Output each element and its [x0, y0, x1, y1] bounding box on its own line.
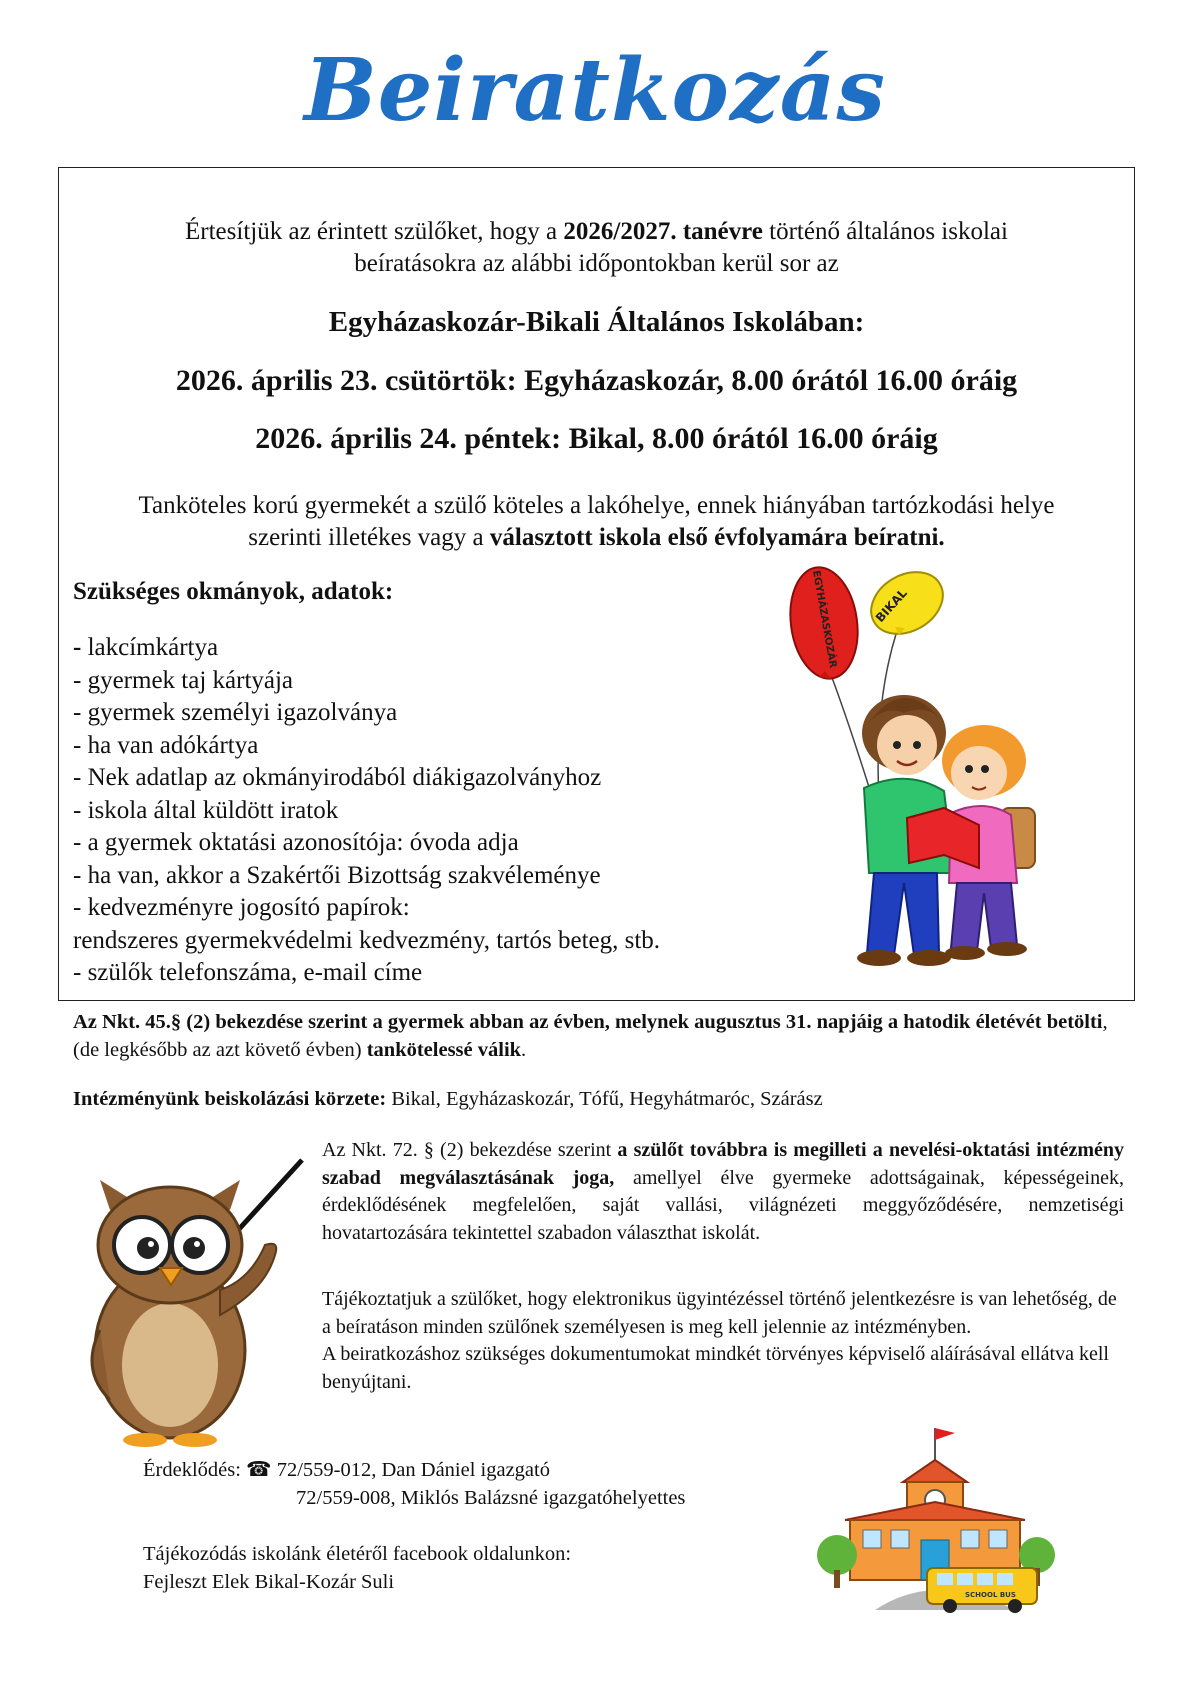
electronic-text	[322, 1286, 1124, 1396]
electronic-p2: A beiratkozáshoz szükséges dokumentumokat mindkét törvényes képviselő aláírásával ellátva kell benyújtani.	[322, 1343, 1109, 1393]
children-balloons-illustration	[779, 563, 1119, 968]
yellow-balloon	[860, 563, 954, 646]
law72-c: amellyel élve gyermeke adottságainak, képességeinek, érdeklődésének megfelelően, saját vallási, világnézeti meggyőződésére, nemzetiségi hovatartozására tekintettel szabadon választhat iskolát.	[322, 1166, 1124, 1244]
date-line-2: 2026. április 24. péntek: Bikal, 8.00 órától 16.00 óráig	[255, 422, 938, 455]
law45-d: tankötelessé válik	[366, 1039, 522, 1061]
school-year: 2026/2027. tanévre	[563, 218, 763, 245]
documents-list	[73, 632, 660, 990]
red-balloon-label: EGYHÁZASKOZÁR	[810, 569, 839, 669]
contact-line-2: 72/559-008, Miklós Balázsné igazgatóhelyettes	[296, 1487, 686, 1509]
law45-c: , (de legkésőbb az azt követő évben)	[73, 1011, 1108, 1061]
intro-line2: beíratásokra az alábbi időpontokban kerül sor az	[354, 250, 839, 277]
law45-a: Az Nkt. 45.§ (2) bekezdése szerint a gyermek abban az évben, melynek augusztus 31. napjáig a hatodik	[73, 1011, 971, 1033]
intro-text	[59, 216, 1134, 280]
district-text	[73, 1088, 823, 1111]
list-item: rendszeres gyermekvédelmi kedvezmény, tartós beteg, stb.	[73, 926, 661, 954]
school-name: Egyházaskozár-Bikali Általános Iskolában:	[328, 306, 865, 338]
date-line-1: 2026. április 23. csütörtök: Egyházaskozár, 8.00 órától 16.00 óráig	[175, 364, 1018, 397]
district-value: Bikal, Egyházaskozár, Tófű, Hegyhátmaróc, Szárász	[386, 1088, 823, 1110]
district-label: Intézményünk beiskolázási körzete:	[73, 1088, 387, 1110]
list-item: - ha van, akkor a Szakértői Bizottság szakvéleménye	[73, 861, 601, 889]
school-bus-label: SCHOOL BUS	[965, 1591, 1016, 1599]
list-item: - gyermek taj kártyája	[73, 666, 294, 694]
obligation-line2-a: szerinti illetékes vagy a	[248, 524, 490, 551]
owl-illustration	[70, 1140, 320, 1450]
list-item	[73, 632, 660, 665]
facebook-block	[143, 1540, 571, 1596]
intro-line1-a: Értesítjük az érintett szülőket, hogy a	[185, 218, 564, 245]
obligation-line2-b: választott iskola első évfolyamára beíratni.	[489, 524, 945, 551]
contact-block	[143, 1456, 685, 1512]
law72-a: Az Nkt. 72. § (2) bekezdése szerint	[322, 1139, 618, 1161]
page-title: Beiratkozás	[304, 40, 886, 141]
list-item: - szülők telefonszáma, e-mail címe	[73, 959, 423, 986]
list-item: - Nek adatlap az okmányirodából diákigazolványhoz	[73, 764, 602, 791]
electronic-p1: Tájékoztatjuk a szülőket, hogy elektronikus ügyintézéssel történő jelentkezésre is van lehetőség, de a beíratáson minden szülőnek személyesen is meg kell jelennie az intézményben.	[322, 1288, 1117, 1338]
yellow-balloon-label: BIKAL	[872, 586, 910, 626]
phone-icon: ☎	[246, 1459, 272, 1481]
law-72-text	[322, 1137, 1124, 1247]
contact-label: Érdeklődés:	[143, 1459, 241, 1481]
school-bus-illustration	[815, 1420, 1060, 1615]
list-item: - iskola által küldött iratok	[73, 796, 339, 824]
law-45-text	[73, 1008, 1133, 1064]
law72-b: a szülőt továbbra is megilleti a nevelési-oktatási intézmény szabad megválasztásának joga,	[322, 1139, 1124, 1189]
intro-line1-b: történő általános iskolai	[762, 218, 1008, 245]
contact-row-1	[143, 1456, 685, 1484]
list-item: - ha van adókártya	[73, 731, 259, 759]
info-box	[58, 167, 1135, 1001]
list-item: - a gyermek oktatási azonosítója: óvoda adja	[73, 829, 519, 856]
list-item: - gyermek személyi igazolványa	[73, 699, 398, 726]
documents-heading: Szükséges okmányok, adatok:	[73, 578, 394, 605]
law45-e: .	[521, 1039, 527, 1061]
obligation-line1: Tanköteles korú gyermekét a szülő köteles a lakóhelye, ennek hiányában tartózkodási helye	[138, 492, 1055, 519]
contact-line-1: 72/559-012, Dan Dániel igazgató	[276, 1459, 550, 1481]
facebook-line-1: Tájékozódás iskolánk életéről facebook oldalunkon:	[143, 1543, 572, 1565]
list-item: - kedvezményre jogosító papírok:	[73, 894, 410, 921]
obligation-text	[59, 490, 1134, 554]
list-item-text: lakcímkártya	[87, 634, 219, 661]
law45-b: életévét betölti	[975, 1011, 1103, 1033]
facebook-line-2: Fejleszt Elek Bikal-Kozár Suli	[143, 1571, 395, 1593]
first-dash: -	[73, 634, 82, 661]
